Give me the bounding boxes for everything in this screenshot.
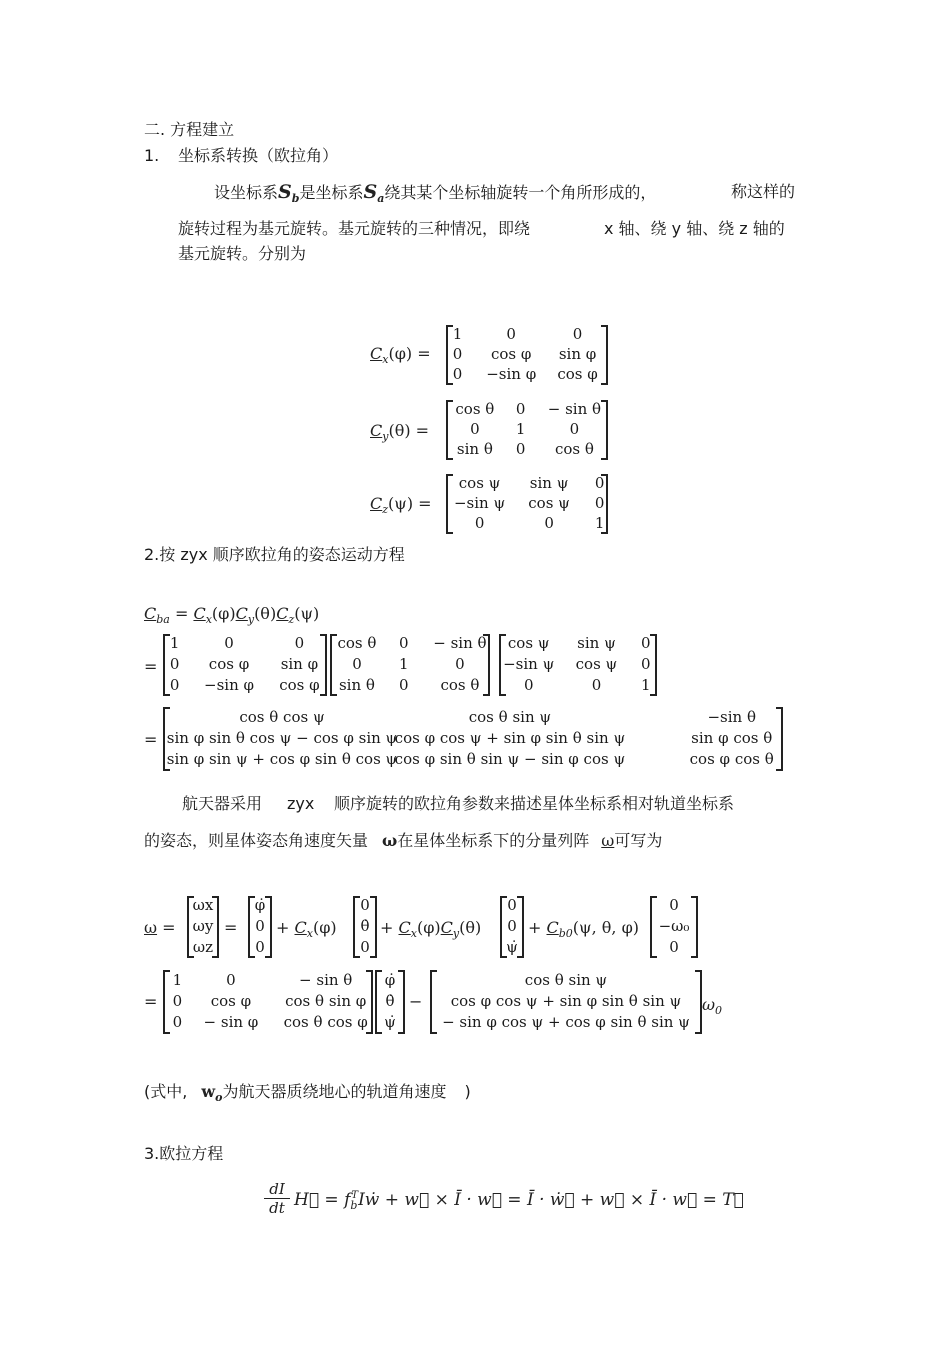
matrix-cell: cos θ <box>440 675 480 694</box>
matrix-cell: 0 <box>172 992 183 1010</box>
cy-lhs: $C_y(\theta)$ = <box>370 421 430 443</box>
matrix-cell: 1 <box>452 325 463 343</box>
matrix-cell: sin φ sin θ cos ψ − cos φ sin ψ <box>166 729 398 747</box>
matrix-cell: sin φ <box>558 345 597 363</box>
matrix-cell: 0 <box>591 675 602 694</box>
matrix-cell: 0 <box>594 474 605 492</box>
matrix-cell: 0 <box>360 937 370 956</box>
orbit-rate-column <box>650 896 698 958</box>
matrix-cell: 0 <box>507 896 517 915</box>
matrix-cell: sin ψ <box>577 634 616 653</box>
matrix-cell: sin φ <box>280 655 319 673</box>
para1-line2: 旋转过程为基元旋转。基元旋转的三种情况，即绕 <box>178 219 531 238</box>
matrix-cell: 1 <box>169 634 180 653</box>
matrix-cell: ωy <box>192 917 214 935</box>
matrix-cell: θ̇ <box>360 917 370 935</box>
cy-matrix <box>446 400 608 460</box>
matrix-cell: 1 <box>398 655 409 673</box>
para1-line1-end: 称这样的 <box>731 182 796 201</box>
matrix-cell: − sin φ cos ψ + cos φ sin θ sin ψ <box>442 1013 690 1032</box>
cba-definition: $C_{ba} = C_x(\varphi)C_y(\theta)C_z(\psi)$ <box>144 604 320 626</box>
matrix-cell: 0 <box>572 325 583 343</box>
matrix-cell: 0 <box>455 655 465 673</box>
matrix-cell: 0 <box>640 655 651 673</box>
section-title: 二. 方程建立 <box>144 120 235 139</box>
omega-eq-sign-2: = <box>144 992 158 1011</box>
matrix-cell: 0 <box>507 917 517 935</box>
cba-eq-sign-2: = <box>144 730 158 749</box>
para1-line3: 基元旋转。分别为 <box>178 244 307 263</box>
matrix-cell: sin φ cos θ <box>691 729 773 747</box>
matrix-cell: 0 <box>569 420 580 438</box>
matrix-cell: −sin ψ <box>453 494 506 512</box>
matrix-cell: cos φ <box>557 365 598 383</box>
matrix-cell: cos θ sin φ <box>285 992 367 1010</box>
para1-line1: 设坐标系$S_b$是坐标系$S_a$绕其某个坐标轴旋转一个角所形成的， <box>214 181 657 205</box>
matrix-cell: cos θ sin ψ <box>468 707 552 726</box>
matrix-cell: 0 <box>640 634 651 653</box>
matrix-cell: 0 <box>515 400 526 418</box>
cxcy-term: + $C_x(\varphi)C_y(\theta)$ <box>380 918 482 940</box>
matrix-cell: −sin φ <box>204 675 254 694</box>
para2-line1-b: zyx <box>287 794 315 813</box>
matrix-cell: cos φ <box>279 675 320 694</box>
matrix-cell: 0 <box>669 896 679 915</box>
matrix-cell: −ω₀ <box>658 917 690 935</box>
matrix-cell: 0 <box>255 917 265 935</box>
cx-term: + $C_x(\varphi)$ <box>276 918 337 940</box>
para1-line2-end: x 轴、绕 y 轴、绕 z 轴的 <box>604 219 785 238</box>
matrix-cell: cos θ <box>455 400 495 418</box>
matrix-cell: sin φ sin ψ + cos φ sin θ cos ψ <box>166 750 398 769</box>
matrix-cell: 0 <box>294 634 305 653</box>
matrix-cell: −sin ψ <box>503 655 555 673</box>
matrix-cell: 0 <box>255 937 265 956</box>
matrix-cell: sin ψ <box>529 474 569 492</box>
matrix-cell: 0 <box>506 325 516 343</box>
item1-title: 坐标系转换（欧拉角） <box>178 146 339 165</box>
matrix-cell: ψ̇ <box>384 1013 396 1032</box>
orbit-coupling-column <box>430 970 702 1034</box>
cx-lhs: $C_x(\varphi)$ = <box>370 344 431 366</box>
matrix-cell: 0 <box>398 634 409 653</box>
matrix-cell: 1 <box>515 420 526 438</box>
matrix-cell: 0 <box>169 675 180 694</box>
matrix-cell: 0 <box>594 494 605 512</box>
matrix-cell: cos φ cos ψ + sin φ sin θ sin ψ <box>450 992 682 1010</box>
matrix-cell: cos ψ <box>575 655 618 673</box>
matrix-cell: − sin θ <box>299 970 353 989</box>
matrix-cell: 0 <box>523 675 534 694</box>
matrix-cell: 0 <box>398 675 409 694</box>
matrix-cell: ωz <box>192 937 214 956</box>
matrix-cell: 0 <box>452 365 463 383</box>
matrix-cell: ψ̇ <box>506 937 518 956</box>
cb0-term: + $C_{b0}(\psi$, θ, φ) <box>528 918 640 940</box>
matrix-cell: 0 <box>226 970 236 989</box>
cba-result-matrix <box>163 707 783 771</box>
matrix-cell: cos θ <box>337 634 377 653</box>
para2-line1-a: 航天器采用 <box>182 794 263 813</box>
para2-line2: 的姿态，则星体姿态角速度矢量 ω在星体坐标系下的分量列阵 ω可写为 <box>144 831 663 850</box>
matrix-cell: cos φ cos ψ + sin φ sin θ sin ψ <box>394 729 626 747</box>
matrix-cell: 0 <box>452 345 463 363</box>
omega-lhs: ω = <box>144 918 176 937</box>
matrix-cell: cos θ cos φ <box>283 1013 368 1032</box>
matrix-cell: cos θ cos ψ <box>239 707 325 726</box>
matrix-cell: sin θ <box>338 675 375 694</box>
matrix-cell: 0 <box>224 634 234 653</box>
item2-title: 2.按 zyx 顺序欧拉角的姿态运动方程 <box>144 545 405 564</box>
matrix-cell: cos θ sin ψ <box>524 970 608 989</box>
minus-sign: − <box>409 992 423 1011</box>
matrix-cell: − sin θ <box>433 634 487 653</box>
matrix-cell: cos ψ <box>528 494 570 512</box>
item3-title: 3.欧拉方程 <box>144 1144 224 1163</box>
cba-eq-sign-1: = <box>144 657 158 676</box>
item1-number: 1. <box>144 146 160 165</box>
matrix-cell: cos φ sin θ sin ψ − sin φ cos ψ <box>394 750 626 769</box>
matrix-cell: sin θ <box>456 440 493 458</box>
omega-eq-sign: = <box>224 918 238 937</box>
matrix-cell: cos ψ <box>507 634 550 653</box>
matrix-cell: cos φ <box>491 345 532 363</box>
matrix-cell: θ̇ <box>385 992 395 1010</box>
matrix-cell: φ̇ <box>384 970 396 989</box>
matrix-cell: ωx <box>192 896 214 915</box>
matrix-cell: 1 <box>640 675 651 694</box>
matrix-cell: 0 <box>669 937 679 956</box>
matrix-cell: cos θ <box>554 440 594 458</box>
euler-fraction: dI dt <box>264 1180 290 1217</box>
matrix-cell: 0 <box>515 440 526 458</box>
matrix-cell: − sin θ <box>547 400 602 418</box>
matrix-cell: −sin θ <box>707 707 756 726</box>
matrix-cell: − sin φ <box>203 1013 259 1032</box>
para2-line1-c: 顺序旋转的欧拉角参数来描述星体坐标系相对轨道坐标系 <box>334 794 735 813</box>
euler-equation: H⃗ = $f_b^TIẇ$ + w⃗ × Ī · w⃗ = Ī · ẇ⃗ + w⃗ × Ī · w⃗ = T⃗ <box>294 1190 744 1212</box>
matrix-cell: φ̇ <box>254 896 266 915</box>
cz-matrix <box>446 474 608 534</box>
matrix-cell: 0 <box>544 514 554 532</box>
matrix-cell: 0 <box>352 655 362 673</box>
matrix-cell: 1 <box>594 514 605 532</box>
note-line: (式中, $w_o$为航天器质绕地心的轨道角速度 ) <box>144 1082 471 1104</box>
matrix-cell: 0 <box>169 655 180 673</box>
matrix-cell: cos φ <box>208 655 250 673</box>
matrix-cell: 1 <box>172 970 183 989</box>
matrix-cell: 0 <box>172 1013 183 1032</box>
matrix-cell: cos φ <box>210 992 252 1010</box>
matrix-cell: cos ψ <box>458 474 501 492</box>
cz-lhs: $C_z(\psi)$ = <box>370 494 432 516</box>
matrix-cell: 0 <box>470 420 480 438</box>
cx-matrix <box>446 325 608 385</box>
cba-matrix-3 <box>499 634 657 696</box>
matrix-cell: 0 <box>360 896 370 915</box>
matrix-cell: cos φ cos θ <box>689 750 774 769</box>
matrix-cell: −sin φ <box>486 365 537 383</box>
matrix-cell: 0 <box>474 514 485 532</box>
omega0-factor: $\omega_0$ <box>702 995 723 1017</box>
